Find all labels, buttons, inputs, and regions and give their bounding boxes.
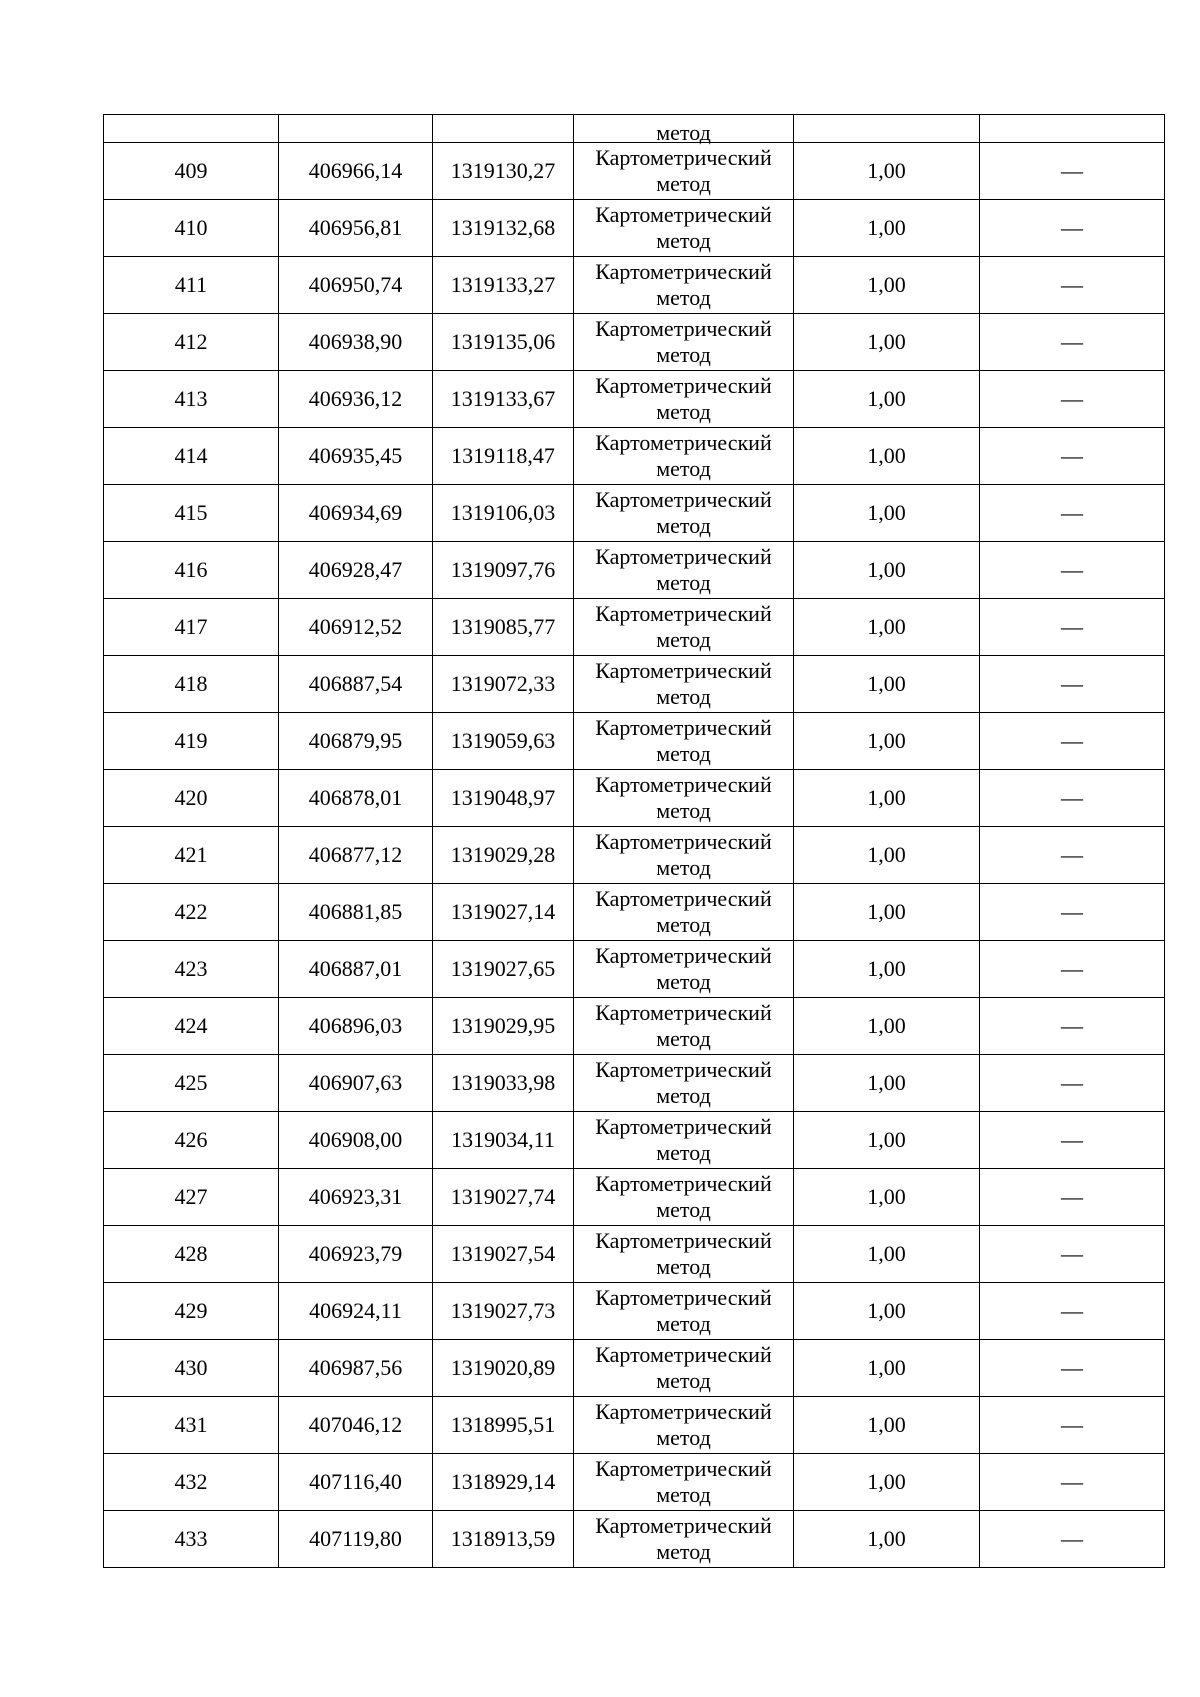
method-line2: метод xyxy=(656,741,711,766)
cell-precision: 1,00 xyxy=(794,713,980,770)
method-line2: метод xyxy=(656,798,711,823)
cell-num: 420 xyxy=(104,770,279,827)
cell-note: — xyxy=(980,1340,1165,1397)
method-line1: Картометрический xyxy=(595,886,772,911)
cell-x: 406936,12 xyxy=(279,371,433,428)
cell-x: 406878,01 xyxy=(279,770,433,827)
cell-x: 406881,85 xyxy=(279,884,433,941)
table-row xyxy=(104,1112,1165,1169)
cell-precision: 1,00 xyxy=(794,884,980,941)
cell-num: 413 xyxy=(104,371,279,428)
cell-num: 418 xyxy=(104,656,279,713)
cell-method xyxy=(574,485,794,542)
cell-num: 425 xyxy=(104,1055,279,1112)
cell-note: — xyxy=(980,770,1165,827)
cell-x: 406879,95 xyxy=(279,713,433,770)
cell-x: 406896,03 xyxy=(279,998,433,1055)
method-line2: метод xyxy=(656,119,711,145)
cell-note: — xyxy=(980,656,1165,713)
method-line2: метод xyxy=(656,342,711,367)
method-line1: Картометрический xyxy=(595,772,772,797)
cell-note: — xyxy=(980,485,1165,542)
cell-precision: 1,00 xyxy=(794,371,980,428)
cell-note: — xyxy=(980,713,1165,770)
cell-precision: 1,00 xyxy=(794,770,980,827)
cell-y: 1319033,98 xyxy=(433,1055,574,1112)
method-line1: Картометрический xyxy=(595,487,772,512)
cell-x: 406956,81 xyxy=(279,200,433,257)
cell-x: 407116,40 xyxy=(279,1454,433,1511)
cell-num: 417 xyxy=(104,599,279,656)
cell-precision: 1,00 xyxy=(794,257,980,314)
cell-y: 1319034,11 xyxy=(433,1112,574,1169)
cell-precision: 1,00 xyxy=(794,428,980,485)
method-line2: метод xyxy=(656,285,711,310)
method-line2: метод xyxy=(656,627,711,652)
cell-y: 1319106,03 xyxy=(433,485,574,542)
method-line2: метод xyxy=(656,1539,711,1564)
cell-note: — xyxy=(980,1397,1165,1454)
method-line1: Картометрический xyxy=(595,202,772,227)
cell-num xyxy=(104,115,279,143)
cell-num: 432 xyxy=(104,1454,279,1511)
cell-x: 406908,00 xyxy=(279,1112,433,1169)
method-line2: метод xyxy=(656,171,711,196)
cell-x: 406887,01 xyxy=(279,941,433,998)
cell-method xyxy=(574,1397,794,1454)
cell-precision: 1,00 xyxy=(794,1226,980,1283)
method-line2: метод xyxy=(656,1197,711,1222)
cell-note: — xyxy=(980,884,1165,941)
table-row xyxy=(104,998,1165,1055)
cell-precision: 1,00 xyxy=(794,542,980,599)
method-line2: метод xyxy=(656,228,711,253)
cell-x: 407046,12 xyxy=(279,1397,433,1454)
cell-method xyxy=(574,1226,794,1283)
method-line1: Картометрический xyxy=(595,1456,772,1481)
cell-method xyxy=(574,1112,794,1169)
cell-note: — xyxy=(980,542,1165,599)
method-line2: метод xyxy=(656,855,711,880)
cell-y: 1319020,89 xyxy=(433,1340,574,1397)
cell-method xyxy=(574,656,794,713)
cell-note: — xyxy=(980,200,1165,257)
cell-num: 429 xyxy=(104,1283,279,1340)
method-line1: Картометрический xyxy=(595,1513,772,1538)
cell-precision: 1,00 xyxy=(794,599,980,656)
cell-num: 414 xyxy=(104,428,279,485)
method-line1: Картометрический xyxy=(595,373,772,398)
cell-num: 415 xyxy=(104,485,279,542)
cell-num: 419 xyxy=(104,713,279,770)
cell-y: 1319027,54 xyxy=(433,1226,574,1283)
cell-note: — xyxy=(980,1169,1165,1226)
cell-x: 406966,14 xyxy=(279,143,433,200)
cell-precision: 1,00 xyxy=(794,1511,980,1568)
cell-num: 410 xyxy=(104,200,279,257)
cell-x: 406934,69 xyxy=(279,485,433,542)
cell-precision: 1,00 xyxy=(794,827,980,884)
method-line1: Картометрический xyxy=(595,1171,772,1196)
cell-num: 431 xyxy=(104,1397,279,1454)
cell-num: 423 xyxy=(104,941,279,998)
cell-note: — xyxy=(980,428,1165,485)
cell-num: 426 xyxy=(104,1112,279,1169)
table-row xyxy=(104,1055,1165,1112)
cell-y: 1319027,14 xyxy=(433,884,574,941)
cell-y: 1318995,51 xyxy=(433,1397,574,1454)
cell-x: 407119,80 xyxy=(279,1511,433,1568)
cell-num: 427 xyxy=(104,1169,279,1226)
cell-num: 424 xyxy=(104,998,279,1055)
cell-precision: 1,00 xyxy=(794,1397,980,1454)
cell-num: 421 xyxy=(104,827,279,884)
method-line1: Картометрический xyxy=(595,1000,772,1025)
method-line1: Картометрический xyxy=(595,1342,772,1367)
cell-y: 1319048,97 xyxy=(433,770,574,827)
cell-num: 411 xyxy=(104,257,279,314)
cell-y: 1319029,95 xyxy=(433,998,574,1055)
cell-num: 428 xyxy=(104,1226,279,1283)
cell-precision: 1,00 xyxy=(794,941,980,998)
cell-x: 406924,11 xyxy=(279,1283,433,1340)
cell-method xyxy=(574,314,794,371)
cell-note: — xyxy=(980,1112,1165,1169)
table-row xyxy=(104,314,1165,371)
table-row xyxy=(104,1169,1165,1226)
method-line1: Картометрический xyxy=(595,1114,772,1139)
cell-y: 1319130,27 xyxy=(433,143,574,200)
cell-method xyxy=(574,599,794,656)
cell-precision: 1,00 xyxy=(794,998,980,1055)
table-row xyxy=(104,1397,1165,1454)
cell-method xyxy=(574,428,794,485)
method-line1: Картометрический xyxy=(595,943,772,968)
table-row xyxy=(104,542,1165,599)
method-line2: метод xyxy=(656,1083,711,1108)
cell-method xyxy=(574,998,794,1055)
cell-y: 1319072,33 xyxy=(433,656,574,713)
cell-y: 1319029,28 xyxy=(433,827,574,884)
cell-precision: 1,00 xyxy=(794,143,980,200)
table-row-continued xyxy=(104,115,1165,143)
cell-note: — xyxy=(980,998,1165,1055)
cell-note: — xyxy=(980,257,1165,314)
cell-method xyxy=(574,770,794,827)
cell-method xyxy=(574,1055,794,1112)
method-line2: метод xyxy=(656,399,711,424)
method-line2: метод xyxy=(656,1140,711,1165)
table-row xyxy=(104,1283,1165,1340)
cell-x: 406907,63 xyxy=(279,1055,433,1112)
cell-note: — xyxy=(980,371,1165,428)
table-row xyxy=(104,599,1165,656)
method-line1: Картометрический xyxy=(595,316,772,341)
method-line2: метод xyxy=(656,1026,711,1051)
cell-precision: 1,00 xyxy=(794,1112,980,1169)
method-line2: метод xyxy=(656,912,711,937)
method-line2: метод xyxy=(656,1482,711,1507)
cell-y: 1319059,63 xyxy=(433,713,574,770)
cell-num: 430 xyxy=(104,1340,279,1397)
method-line2: метод xyxy=(656,1425,711,1450)
cell-method xyxy=(574,542,794,599)
method-line1: Картометрический xyxy=(595,259,772,284)
cell-method xyxy=(574,713,794,770)
cell-y: 1319097,76 xyxy=(433,542,574,599)
cell-x: 406887,54 xyxy=(279,656,433,713)
cell-precision xyxy=(794,115,980,143)
cell-y: 1318929,14 xyxy=(433,1454,574,1511)
cell-note: — xyxy=(980,827,1165,884)
cell-y: 1319027,73 xyxy=(433,1283,574,1340)
table-row xyxy=(104,1454,1165,1511)
method-line2: метод xyxy=(656,1311,711,1336)
cell-x: 406928,47 xyxy=(279,542,433,599)
cell-num: 433 xyxy=(104,1511,279,1568)
cell-note: — xyxy=(980,1283,1165,1340)
method-line1: Картометрический xyxy=(595,430,772,455)
cell-precision: 1,00 xyxy=(794,1169,980,1226)
cell-method xyxy=(574,257,794,314)
cell-x: 406923,31 xyxy=(279,1169,433,1226)
cell-x: 406938,90 xyxy=(279,314,433,371)
cell-note: — xyxy=(980,143,1165,200)
cell-num: 422 xyxy=(104,884,279,941)
cell-x: 406923,79 xyxy=(279,1226,433,1283)
cell-precision: 1,00 xyxy=(794,1283,980,1340)
table-row xyxy=(104,941,1165,998)
table-row xyxy=(104,827,1165,884)
cell-note: — xyxy=(980,1454,1165,1511)
cell-y: 1319135,06 xyxy=(433,314,574,371)
method-line1: Картометрический xyxy=(595,829,772,854)
cell-method xyxy=(574,1340,794,1397)
method-line2: метод xyxy=(656,684,711,709)
cell-method xyxy=(574,1511,794,1568)
table-row xyxy=(104,713,1165,770)
method-line2: метод xyxy=(656,513,711,538)
cell-y: 1319132,68 xyxy=(433,200,574,257)
cell-note: — xyxy=(980,1226,1165,1283)
cell-precision: 1,00 xyxy=(794,200,980,257)
cell-num: 409 xyxy=(104,143,279,200)
cell-precision: 1,00 xyxy=(794,1454,980,1511)
table-row xyxy=(104,1340,1165,1397)
cell-method xyxy=(574,884,794,941)
cell-y: 1319027,74 xyxy=(433,1169,574,1226)
cell-x: 406912,52 xyxy=(279,599,433,656)
table-body xyxy=(104,115,1165,1568)
method-line2: метод xyxy=(656,570,711,595)
cell-x xyxy=(279,115,433,143)
cell-precision: 1,00 xyxy=(794,314,980,371)
cell-note: — xyxy=(980,941,1165,998)
cell-y: 1319133,27 xyxy=(433,257,574,314)
cell-y: 1319085,77 xyxy=(433,599,574,656)
cell-note: — xyxy=(980,1055,1165,1112)
method-line1: Картометрический xyxy=(595,715,772,740)
cell-y: 1318913,59 xyxy=(433,1511,574,1568)
method-line2: метод xyxy=(656,456,711,481)
method-line1: Картометрический xyxy=(595,601,772,626)
cell-note: — xyxy=(980,314,1165,371)
cell-num: 416 xyxy=(104,542,279,599)
table-row xyxy=(104,1511,1165,1568)
cell-method xyxy=(574,1454,794,1511)
method-line1: Картометрический xyxy=(595,1228,772,1253)
table-row xyxy=(104,428,1165,485)
table-row xyxy=(104,200,1165,257)
cell-y: 1319133,67 xyxy=(433,371,574,428)
table-row xyxy=(104,143,1165,200)
table-row xyxy=(104,257,1165,314)
cell-note xyxy=(980,115,1165,143)
table-row xyxy=(104,884,1165,941)
method-line1: Картометрический xyxy=(595,658,772,683)
method-line1: Картометрический xyxy=(595,1399,772,1424)
cell-precision: 1,00 xyxy=(794,1340,980,1397)
method-line1: Картометрический xyxy=(595,1285,772,1310)
cell-x: 406987,56 xyxy=(279,1340,433,1397)
cell-y: 1319027,65 xyxy=(433,941,574,998)
table-row xyxy=(104,371,1165,428)
method-line2: метод xyxy=(656,1254,711,1279)
cell-x: 406877,12 xyxy=(279,827,433,884)
cell-x: 406950,74 xyxy=(279,257,433,314)
cell-precision: 1,00 xyxy=(794,485,980,542)
table-row xyxy=(104,656,1165,713)
cell-method xyxy=(574,115,794,143)
table-row xyxy=(104,485,1165,542)
cell-method xyxy=(574,200,794,257)
method-line1: Картометрический xyxy=(595,145,772,170)
cell-precision: 1,00 xyxy=(794,656,980,713)
method-line2: метод xyxy=(656,1368,711,1393)
cell-x: 406935,45 xyxy=(279,428,433,485)
method-line2: метод xyxy=(656,969,711,994)
cell-method xyxy=(574,143,794,200)
cell-method xyxy=(574,1169,794,1226)
table-row xyxy=(104,1226,1165,1283)
method-line1: Картометрический xyxy=(595,544,772,569)
method-line1: Картометрический xyxy=(595,1057,772,1082)
table-row xyxy=(104,770,1165,827)
cell-note: — xyxy=(980,1511,1165,1568)
cell-note: — xyxy=(980,599,1165,656)
cell-method xyxy=(574,827,794,884)
cell-method xyxy=(574,941,794,998)
cell-method xyxy=(574,1283,794,1340)
coordinates-table xyxy=(103,114,1165,1568)
cell-y xyxy=(433,115,574,143)
cell-method xyxy=(574,371,794,428)
cell-precision: 1,00 xyxy=(794,1055,980,1112)
cell-num: 412 xyxy=(104,314,279,371)
cell-y: 1319118,47 xyxy=(433,428,574,485)
